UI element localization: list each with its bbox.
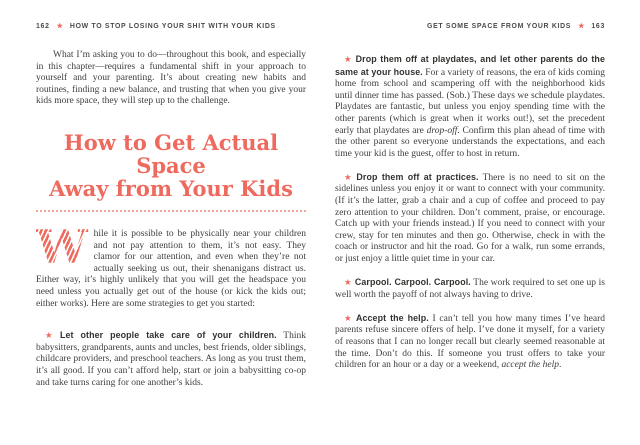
star-icon: ★	[344, 171, 354, 182]
bullet-lead: Drop them off at practices.	[356, 171, 479, 182]
dropcap-paragraph	[36, 219, 306, 310]
bullet-lead: Drop them off at playdates, and let other parents do the same at your house.	[335, 54, 605, 77]
running-title: HOW TO STOP LOSING YOUR SHIT WITH YOUR KIDS	[69, 22, 276, 30]
chapter-heading-line2: Away from Your Kids	[49, 175, 293, 201]
bullet-item	[335, 313, 605, 372]
bullet-body: The work required to set one up is well worth the payoff of not always having to drive.	[335, 278, 605, 300]
star-icon: ★	[578, 23, 585, 30]
chapter-heading	[36, 131, 306, 200]
bullet-lead: Let other people take care of your children.	[59, 330, 277, 341]
running-title: GET SOME SPACE FROM YOUR KIDS	[427, 22, 572, 30]
star-icon: ★	[344, 312, 353, 323]
bullet-item	[335, 277, 605, 301]
page-number: 162	[36, 22, 50, 30]
right-page	[335, 0, 605, 445]
chapter-heading-line1: How to Get Actual Space	[63, 129, 279, 178]
bullet-body: There is no need to sit on the sidelines unless you enjoy it or want to connect with your community. (If it’s the latter, grab a chair and a cup of coffee and proceed to pay zero attention to your children. Don’t comment, praise, or encourage. Catch up with your friends instead.) If you need to connect with your crew, stay for ten minutes and then go. Otherwise, check in with the coach or instructor and hit the road. Go for a walk, run some errands, or just enjoy a little quiet time in your car.	[335, 172, 605, 264]
bullet-item	[36, 330, 306, 389]
left-page	[36, 0, 306, 445]
dropcap-letter: W	[36, 229, 94, 265]
running-head-right	[335, 22, 605, 30]
bullet-item	[335, 172, 605, 266]
left-page-content	[36, 50, 306, 389]
star-icon: ★	[344, 277, 352, 288]
bullet-body: Think babysitters, grandparents, aunts and uncles, best friends, older siblings, childcare providers, and preschool teachers. As long as you trust them, it’s all good. If you can’t afford help, start or join a babysitting co-op and take turns caring for one another’s kids.	[36, 331, 306, 388]
bullet-item	[335, 54, 605, 160]
right-page-content	[335, 54, 605, 372]
star-icon: ★	[45, 330, 57, 341]
dropcap-paragraph-text: hile it is possible to be physically near your children and not pay attention to them, it’s not easy. They clamor for our attention, and even when they’re not actually seeking us out, their shenanigans distract us. Either way, it’s highly unlikely that you will get the headspace you need unless you actually get out of the house (or kick the kids out; either works). Here are some strategies to get you started:	[36, 228, 306, 309]
bullet-lead: Accept the help.	[355, 312, 429, 323]
star-icon: ★	[344, 54, 353, 64]
dotted-rule	[36, 210, 306, 212]
bullet-lead: Carpool. Carpool. Carpool.	[354, 277, 471, 288]
star-icon: ★	[56, 23, 63, 30]
intro-paragraph: What I’m asking you to do—throughout this book, and especially in this chapter—requires a fundamental shift in your approach to yourself and your parenting. It’s about creating new habits and routines, finding a new balance, and trusting that when you give your kids more space, they will step up to the challenge.	[36, 50, 306, 107]
running-head-left	[36, 22, 306, 30]
page-number: 163	[591, 22, 605, 30]
bullet-body: For a variety of reasons, the era of kids coming home from school and scampering off with the neighborhood kids until dinner time has passed. (Sob.) These days we schedule playdates. Playdates are fantastic, but unless you enjoy spending time with the other parents (which is great when it works out!), set the precedent early that playdates are drop-off. Confirm this plan ahead of time with the other parent so everyone understands the expectations, and each time your kid is the guest, offer to host in return.	[335, 67, 605, 159]
bullet-body: I can’t tell you how many times I’ve heard parents refuse sincere offers of help. I’ve done it myself, for a variety of reasons that I can no longer recall but clearly seemed reasonable at the time. Don’t do this. If someone you trust offers to take your children for an hour or a day or a weekend, accept the help.	[335, 313, 605, 371]
